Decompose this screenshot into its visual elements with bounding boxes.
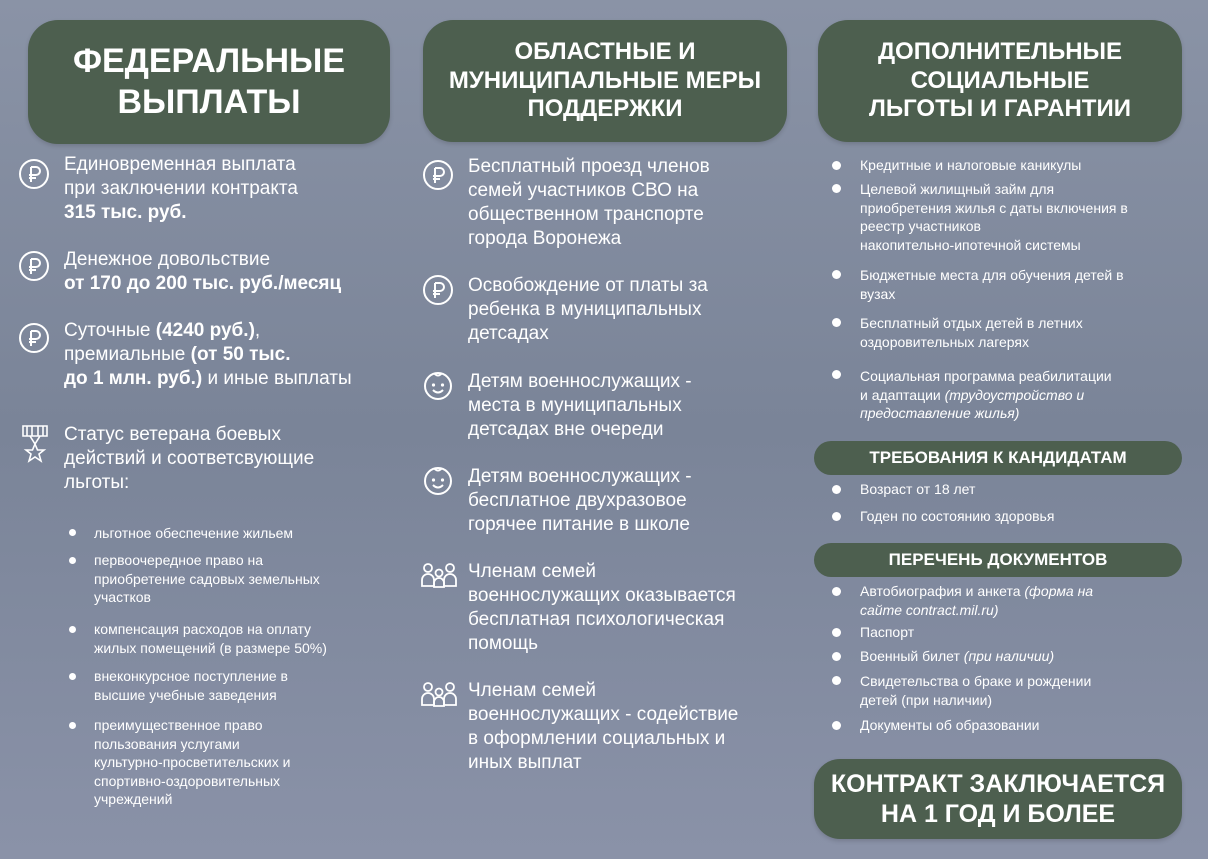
bullet xyxy=(832,652,841,661)
lump-sum-payment: Единовременная выплата при заключении контракта 315 тыс. руб. xyxy=(64,154,298,223)
bullet xyxy=(69,626,76,633)
daily-and-bonus-payments: Суточные (4240 руб.), премиальные (от 50 тыс. до 1 млн. руб.) и иные выплаты xyxy=(64,320,352,389)
benefit-garden-plots: первоочередное право на приобретение садовых земельных участков xyxy=(94,552,320,605)
kindergarten-priority: Детям военнослужащих - места в муниципальных детсадах вне очереди xyxy=(468,371,692,440)
veteran-status: Статус ветерана боевых действий и соответсвующие льготы: xyxy=(64,424,315,493)
requirement-health: Годен по состоянию здоровья xyxy=(860,508,1055,524)
bullet xyxy=(832,161,841,170)
bullet xyxy=(832,676,841,685)
bullet xyxy=(832,318,841,327)
child-face-icon xyxy=(422,369,454,401)
bullet xyxy=(832,485,841,494)
doc-autobiography: Автобиография и анкета (форма на сайте contract.mil.ru) xyxy=(860,583,1094,618)
requirements-header: ТРЕБОВАНИЯ К КАНДИДАТАМ xyxy=(814,441,1182,475)
ruble-icon xyxy=(422,274,454,306)
child-face-icon xyxy=(422,464,454,496)
medal-icon xyxy=(20,424,50,466)
rehabilitation-program: Социальная программа реабилитации и адаптации (трудоустройство и предоставление жилья) xyxy=(860,368,1112,421)
housing-loan: Целевой жилищный займ для приобретения жилья с даты включения в реестр участников накопительно-ипотечной системы xyxy=(860,181,1128,253)
family-icon xyxy=(420,560,458,588)
bullet xyxy=(832,512,841,521)
doc-military-id: Военный билет (при наличии) xyxy=(860,648,1055,664)
requirement-age: Возраст от 18 лет xyxy=(860,481,976,497)
federal-payments-title: ФЕДЕРАЛЬНЫЕ ВЫПЛАТЫ xyxy=(72,42,346,121)
benefit-utilities: компенсация расходов на оплату жилых помещений (в размере 50%) xyxy=(94,621,327,656)
regional-support-header: ОБЛАСТНЫЕ И МУНИЦИПАЛЬНЫЕ МЕРЫ ПОДДЕРЖКИ xyxy=(423,20,787,142)
bullet xyxy=(832,270,841,279)
ruble-icon xyxy=(18,250,50,282)
kindergarten-fee-exemption: Освобождение от платы за ребенка в муниципальных детсадах xyxy=(468,275,708,344)
bullet xyxy=(832,370,841,379)
ruble-icon xyxy=(18,322,50,354)
bullet xyxy=(832,184,841,193)
bullet xyxy=(832,587,841,596)
university-places: Бюджетные места для обучения детей в вузах xyxy=(860,267,1124,302)
bullet xyxy=(832,628,841,637)
contract-term-banner: КОНТРАКТ ЗАКЛЮЧАЕТСЯ НА 1 ГОД И БОЛЕЕ xyxy=(814,759,1182,839)
bullet xyxy=(69,673,76,680)
monthly-allowance: Денежное довольствие от 170 до 200 тыс. руб./месяц xyxy=(64,249,342,294)
documents-header: ПЕРЕЧЕНЬ ДОКУМЕНТОВ xyxy=(814,543,1182,577)
ruble-icon xyxy=(18,158,50,190)
ruble-icon xyxy=(422,159,454,191)
credit-tax-holidays: Кредитные и налоговые каникулы xyxy=(860,157,1082,173)
federal-payments-header xyxy=(28,20,390,144)
psychological-help: Членам семей военнослужащих оказывается бесплатная психологическая помощь xyxy=(468,561,736,654)
bullet xyxy=(69,722,76,729)
benefit-housing: льготное обеспечение жильем xyxy=(94,525,294,541)
free-transport: Бесплатный проезд членов семей участников СВО на общественном транспорте города Воронежа xyxy=(468,156,710,249)
free-school-meals: Детям военнослужащих - бесплатное двухразовое горячее питание в школе xyxy=(468,466,692,535)
doc-passport: Паспорт xyxy=(860,624,915,640)
bullet xyxy=(69,529,76,536)
bullet xyxy=(69,557,76,564)
free-summer-camps: Бесплатный отдых детей в летних оздоровительных лагерях xyxy=(860,315,1083,350)
benefit-university: внеконкурсное поступление в высшие учебные заведения xyxy=(94,668,288,703)
bullet xyxy=(832,721,841,730)
social-payments-assistance: Членам семей военнослужащих - содействие в оформлении социальных и иных выплат xyxy=(468,680,739,773)
family-icon xyxy=(420,679,458,707)
benefit-cultural-services: преимущественное право пользования услугами культурно-просветительских и спортивно-оздоровительных учреждений xyxy=(94,717,291,807)
doc-education: Документы об образовании xyxy=(860,717,1040,733)
doc-certificates: Свидетельства о браке и рождении детей (при наличии) xyxy=(860,673,1092,708)
additional-benefits-header: ДОПОЛНИТЕЛЬНЫЕ СОЦИАЛЬНЫЕ ЛЬГОТЫ И ГАРАНТИИ xyxy=(818,20,1182,142)
